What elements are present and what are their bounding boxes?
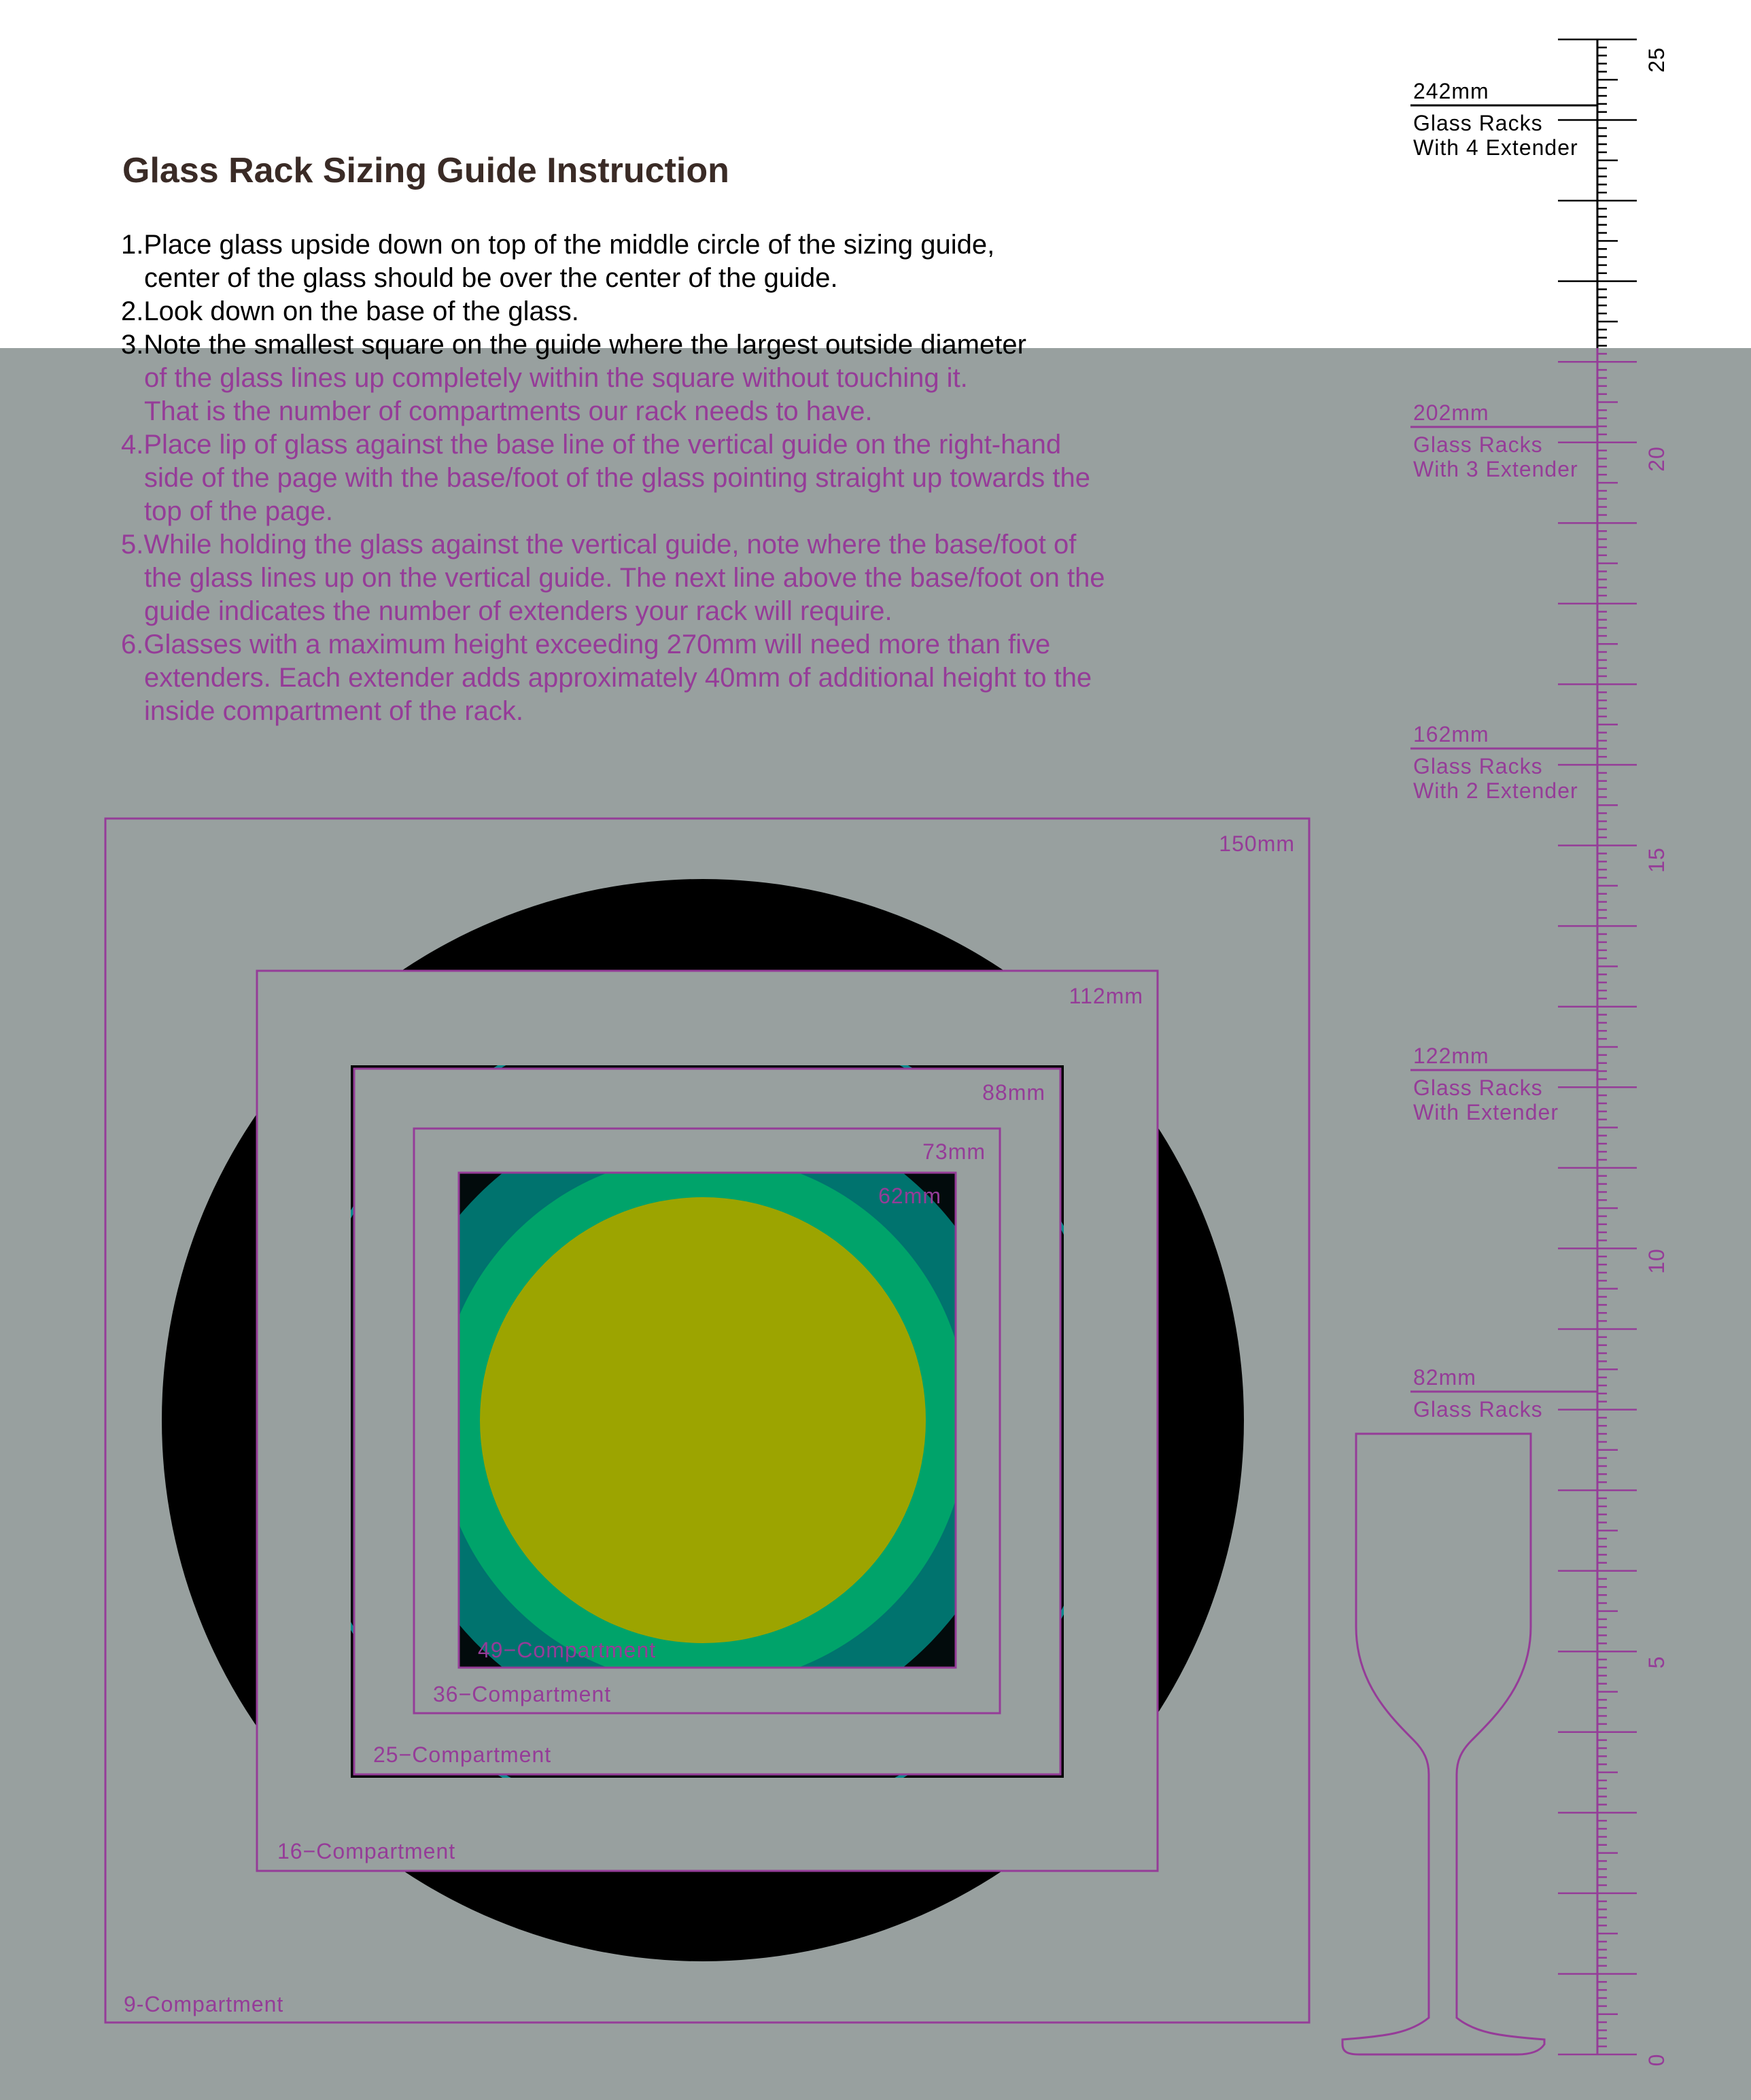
marker-value: 162mm: [1413, 722, 1489, 746]
instruction-line: the glass lines up on the vertical guide. The next line above the base/foot on the: [144, 563, 1105, 593]
marker-label: Glass Racks: [1413, 432, 1543, 457]
marker-label: With Extender: [1413, 1100, 1559, 1124]
marker-label: Glass Racks: [1413, 754, 1543, 778]
instruction-line: guide indicates the number of extenders your rack will require.: [144, 596, 892, 626]
compartment-label-9: 9-Compartment: [124, 1992, 284, 2016]
instruction-line: side of the page with the base/foot of the glass pointing straight up towards the: [144, 463, 1091, 493]
marker-label: With 3 Extender: [1413, 457, 1578, 481]
marker-value: 242mm: [1413, 79, 1489, 103]
ruler-number-25: 25: [1644, 47, 1669, 73]
instruction-line: 5.While holding the glass against the vertical guide, note where the base/foot of: [121, 530, 1077, 560]
marker-value: 82mm: [1413, 1365, 1476, 1390]
marker-label: Glass Racks: [1413, 111, 1543, 135]
ruler-number-5: 5: [1644, 1655, 1669, 1669]
instruction-line: of the glass lines up completely within the square without touching it.: [144, 363, 968, 393]
size-label-62mm: 62mm: [878, 1184, 941, 1208]
size-label-73mm: 73mm: [922, 1139, 986, 1164]
circle-olive-center: [480, 1197, 926, 1643]
marker-label: With 4 Extender: [1413, 135, 1578, 160]
ruler-number-20: 20: [1644, 446, 1669, 472]
marker-value: 122mm: [1413, 1044, 1489, 1068]
instruction-line: center of the glass should be over the center of the guide.: [144, 263, 838, 293]
instruction-line: 3.Note the smallest square on the guide where the largest outside diameter: [121, 330, 1026, 360]
page-title: Glass Rack Sizing Guide Instruction: [122, 151, 729, 190]
ruler-number-15: 15: [1644, 847, 1669, 873]
compartment-label-25: 25−Compartment: [373, 1742, 552, 1767]
instruction-line: That is the number of compartments our rack needs to have.: [144, 396, 873, 426]
marker-label: Glass Racks: [1413, 1397, 1543, 1422]
marker-label: Glass Racks: [1413, 1075, 1543, 1100]
marker-label: With 2 Extender: [1413, 778, 1578, 803]
size-label-88mm: 88mm: [982, 1080, 1045, 1105]
ruler-number-0: 0: [1644, 2053, 1669, 2067]
instruction-line: 2.Look down on the base of the glass.: [121, 296, 579, 326]
compartment-label-36: 36−Compartment: [433, 1682, 612, 1706]
compartment-label-16: 16−Compartment: [277, 1839, 456, 1863]
ruler-number-10: 10: [1644, 1248, 1669, 1274]
instruction-line: 4.Place lip of glass against the base line of the vertical guide on the right-hand: [121, 430, 1062, 460]
instruction-line: 6.Glasses with a maximum height exceeding 270mm will need more than five: [121, 630, 1051, 659]
instruction-line: 1.Place glass upside down on top of the middle circle of the sizing guide,: [121, 230, 995, 260]
instruction-line: extenders. Each extender adds approximately 40mm of additional height to the: [144, 663, 1092, 693]
instruction-line: inside compartment of the rack.: [144, 696, 524, 726]
size-label-150mm: 150mm: [1219, 831, 1295, 856]
size-label-112mm: 112mm: [1069, 984, 1143, 1008]
compartment-label-49: 49−Compartment: [478, 1638, 657, 1662]
marker-value: 202mm: [1413, 400, 1489, 425]
instruction-line: top of the page.: [144, 496, 334, 526]
